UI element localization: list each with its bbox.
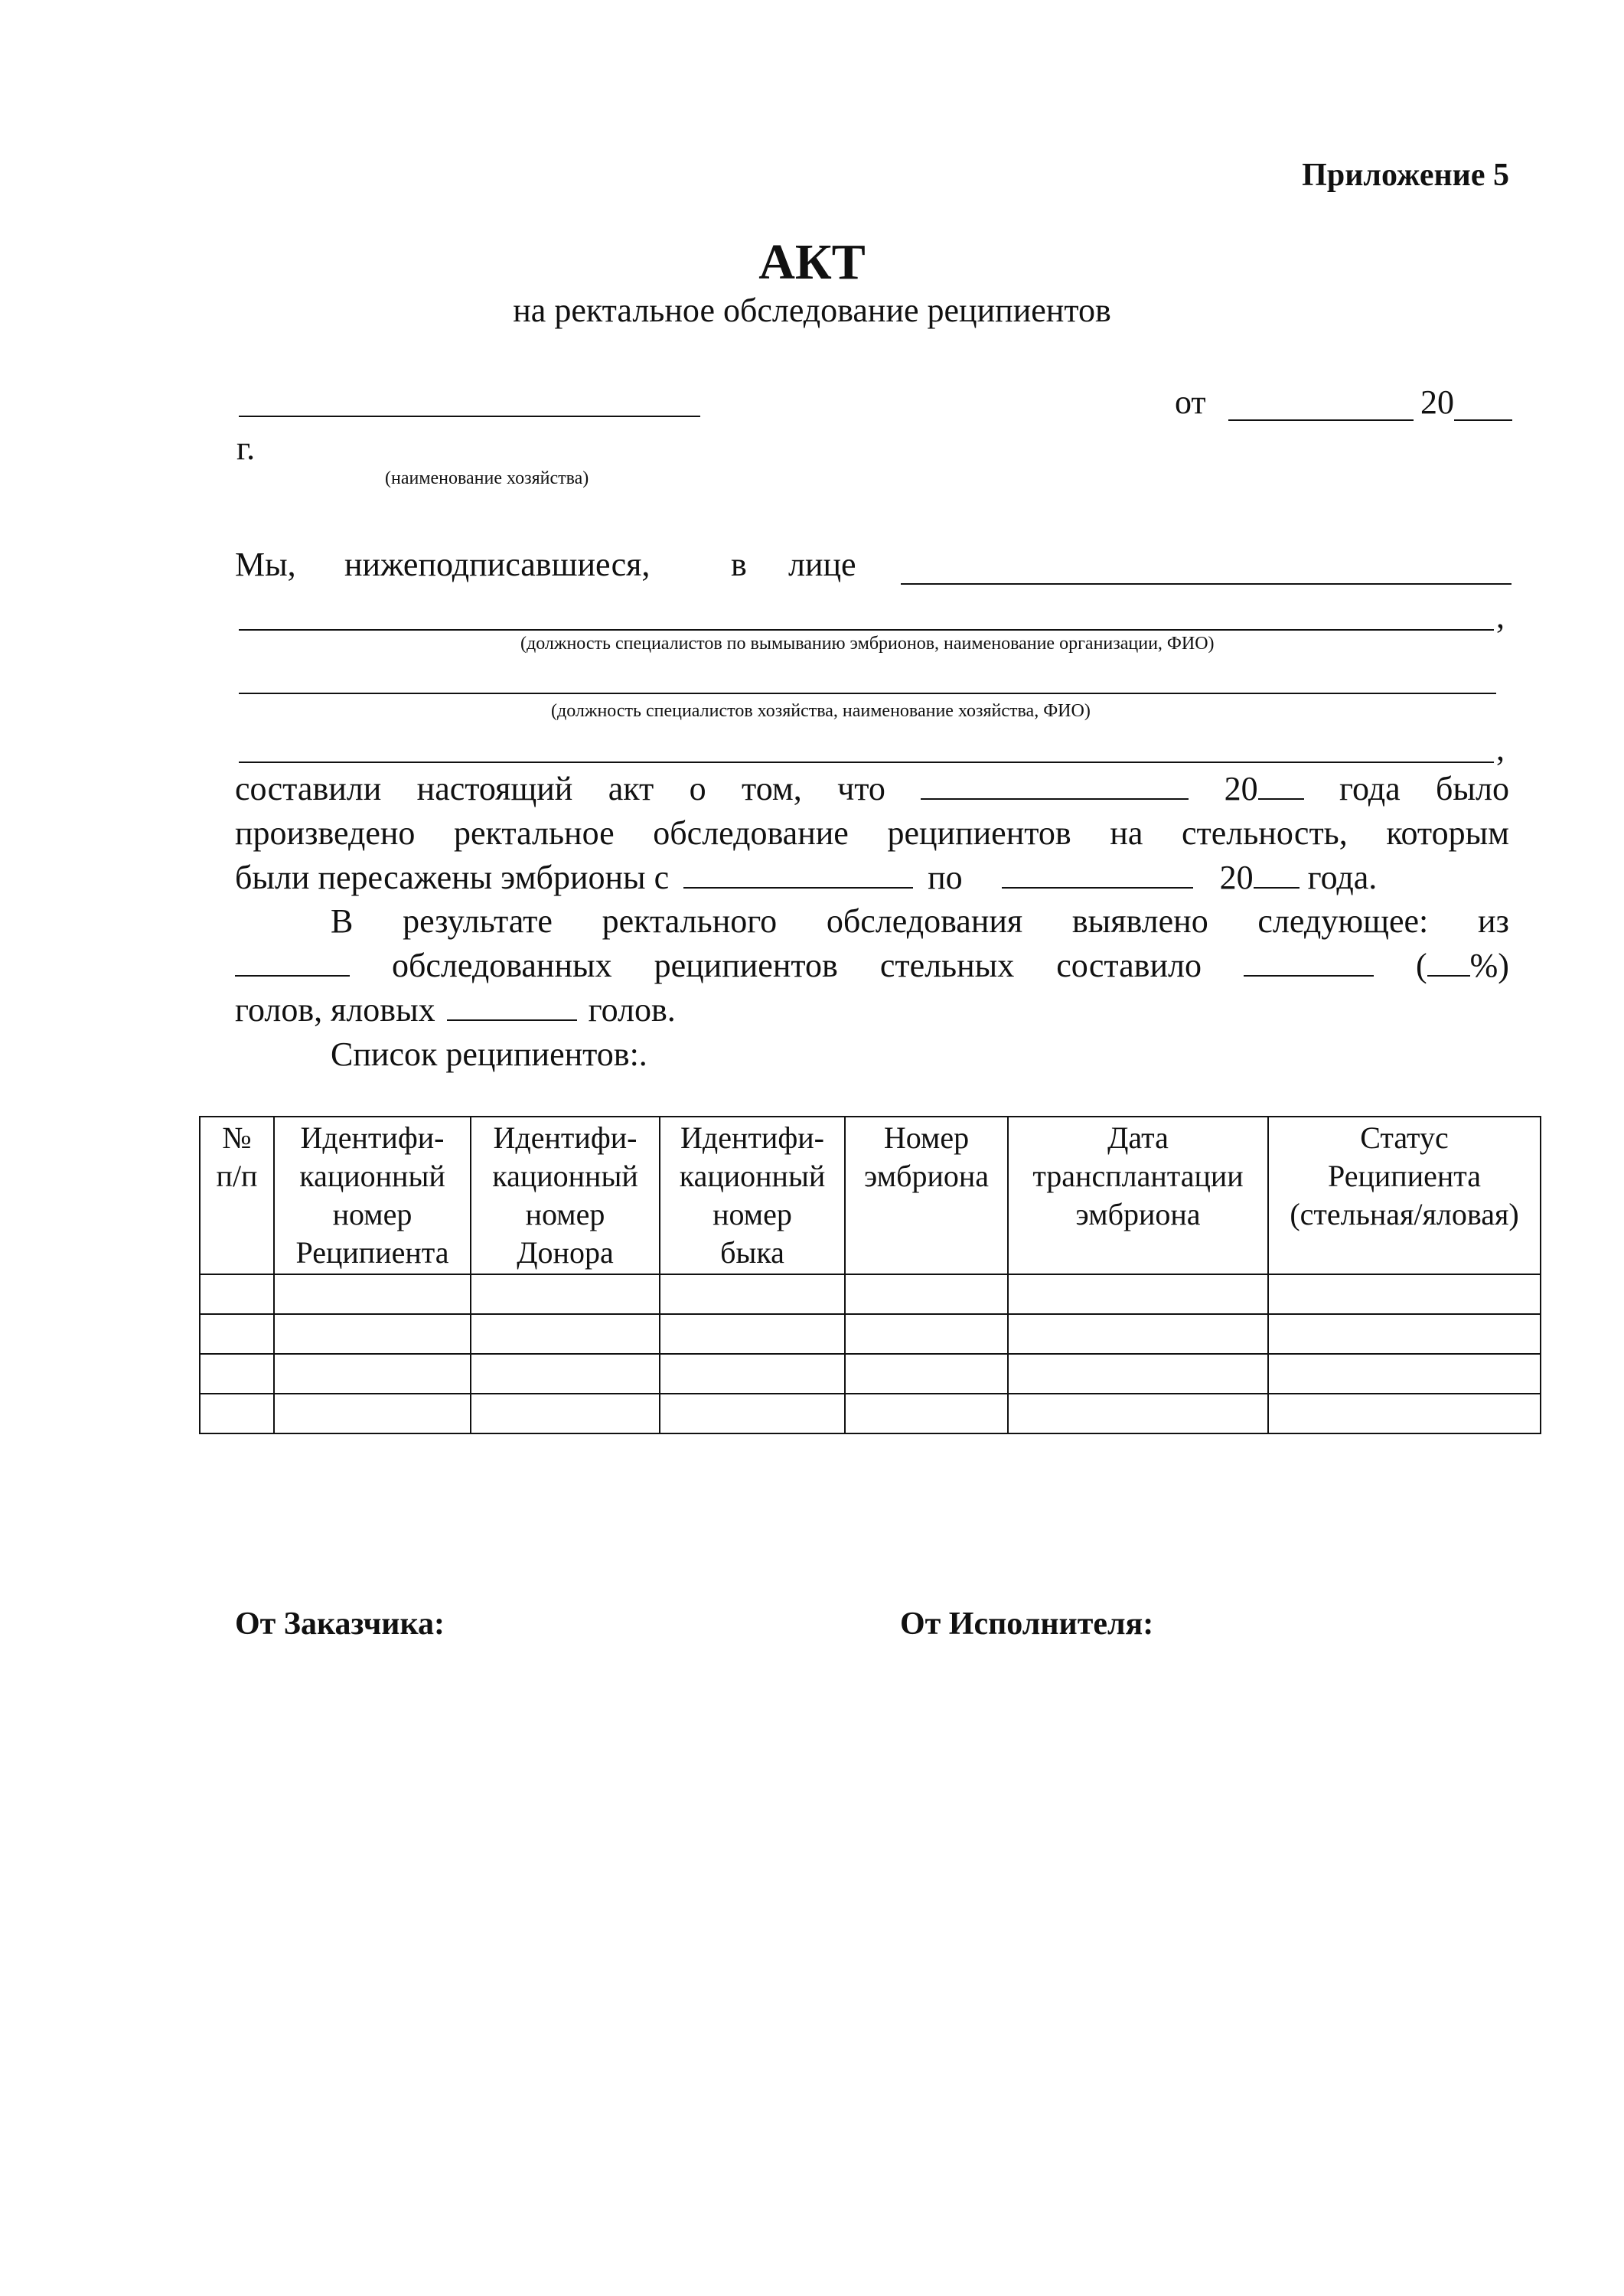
transfer-start-date-field[interactable]	[683, 861, 913, 889]
table-row	[200, 1354, 1541, 1394]
table-cell[interactable]	[274, 1274, 471, 1314]
table-cell[interactable]	[200, 1314, 274, 1354]
farm-specialists-field-2[interactable]	[239, 762, 1494, 763]
date-day-month-field[interactable]	[1228, 419, 1414, 421]
pregnant-count-field[interactable]	[1244, 949, 1374, 977]
col-number-header: № п/п	[200, 1117, 274, 1274]
act-year-field[interactable]	[1258, 772, 1304, 800]
table-cell[interactable]	[1008, 1314, 1268, 1354]
body-line-2: произведено ректальное обследование реципиентов на стельность, которым	[235, 814, 1509, 852]
document-title: АКТ	[758, 234, 866, 290]
table-cell[interactable]	[1268, 1314, 1541, 1354]
table-cell[interactable]	[1008, 1394, 1268, 1433]
table-cell[interactable]	[1268, 1274, 1541, 1314]
person-word: лице	[788, 546, 856, 583]
col-embryo-number-header: Номер эмбриона	[845, 1117, 1008, 1274]
body-line-3: были пересажены эмбрионы с по 20 года.	[235, 859, 1378, 896]
embryo-specialists-caption: (должность специалистов по вымыванию эмбрионов, наименование организации, ФИО)	[520, 634, 1215, 654]
table-cell[interactable]	[200, 1354, 274, 1394]
col-recipient-status-header: Статус Реципиента (стельная/яловая)	[1268, 1117, 1541, 1274]
table-cell[interactable]	[1008, 1274, 1268, 1314]
table-cell[interactable]	[274, 1314, 471, 1354]
table-cell[interactable]	[200, 1274, 274, 1314]
body-line-4: В результате ректального обследования выявлено следующее: из	[331, 902, 1509, 940]
table-cell[interactable]	[660, 1314, 845, 1354]
city-abbreviation: г.	[236, 429, 256, 467]
customer-signature-label: От Заказчика:	[235, 1606, 445, 1642]
table-cell[interactable]	[471, 1354, 660, 1394]
appendix-number: Приложение 5	[1302, 158, 1509, 193]
date-from-label: от	[1175, 383, 1206, 421]
examined-count-field[interactable]	[235, 949, 350, 977]
recipients-table	[199, 1116, 1541, 1434]
table-row	[200, 1394, 1541, 1433]
table-cell[interactable]	[471, 1394, 660, 1433]
date-year-prefix: 20	[1420, 383, 1454, 421]
table-row	[200, 1314, 1541, 1354]
table-cell[interactable]	[274, 1394, 471, 1433]
farm-name-field[interactable]	[239, 416, 700, 417]
table-cell[interactable]	[471, 1274, 660, 1314]
barren-count-field[interactable]	[447, 993, 577, 1021]
date-year-field[interactable]	[1454, 419, 1512, 421]
act-date-field[interactable]	[921, 772, 1189, 800]
table-cell[interactable]	[1008, 1354, 1268, 1394]
comma-mark-2: ,	[1496, 730, 1505, 768]
specialist-name-field-2[interactable]	[239, 629, 1494, 631]
col-recipient-id-header: Идентифи- кационный номер Реципиента	[274, 1117, 471, 1274]
transfer-year-field[interactable]	[1254, 861, 1300, 889]
comma-mark: ,	[1496, 598, 1505, 635]
recipients-list-heading: Список реципиентов:.	[331, 1035, 647, 1073]
table-cell[interactable]	[1268, 1354, 1541, 1394]
undersigned-word: нижеподписавшиеся,	[344, 546, 651, 583]
transfer-end-date-field[interactable]	[1002, 861, 1193, 889]
table-cell[interactable]	[471, 1314, 660, 1354]
body-line-1: составили настоящий акт о том, что 20 года было	[235, 770, 1509, 807]
table-cell[interactable]	[845, 1274, 1008, 1314]
table-cell[interactable]	[845, 1314, 1008, 1354]
table-cell[interactable]	[845, 1394, 1008, 1433]
body-line-5: обследованных реципиентов стельных составило ( %)	[235, 946, 1509, 986]
specialist-name-field-1[interactable]	[901, 583, 1511, 585]
col-donor-id-header: Идентифи- кационный номер Донора	[471, 1117, 660, 1274]
table-cell[interactable]	[1268, 1394, 1541, 1433]
table-cell[interactable]	[660, 1354, 845, 1394]
in-word: в	[731, 546, 747, 583]
table-cell[interactable]	[845, 1354, 1008, 1394]
table-cell[interactable]	[200, 1394, 274, 1433]
farm-name-caption: (наименование хозяйства)	[385, 468, 589, 488]
col-bull-id-header: Идентифи- кационный номер быка	[660, 1117, 845, 1274]
table-header-row	[200, 1117, 1541, 1274]
we-word: Мы,	[235, 546, 296, 583]
pregnant-percent-field[interactable]	[1427, 949, 1470, 977]
document-subtitle: на ректальное обследование реципиентов	[513, 292, 1111, 329]
body-line-6: голов, яловых голов.	[235, 991, 676, 1029]
farm-specialists-caption: (должность специалистов хозяйства, наименование хозяйства, ФИО)	[551, 701, 1091, 721]
table-cell[interactable]	[660, 1274, 845, 1314]
farm-specialists-field-1[interactable]	[239, 693, 1496, 694]
col-transfer-date-header: Дата трансплантации эмбриона	[1008, 1117, 1268, 1274]
table-row	[200, 1274, 1541, 1314]
table-cell[interactable]	[274, 1354, 471, 1394]
table-cell[interactable]	[660, 1394, 845, 1433]
contractor-signature-label: От Исполнителя:	[900, 1606, 1154, 1642]
